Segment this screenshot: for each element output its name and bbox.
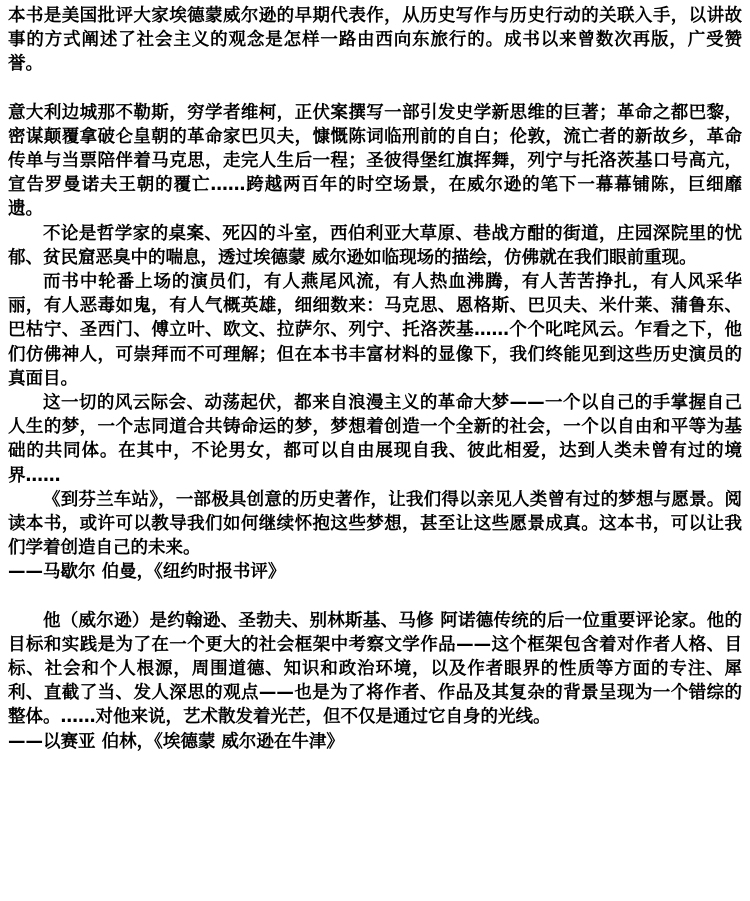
intro-paragraph: 本书是美国批评大家埃德蒙威尔逊的早期代表作，从历史写作与历史行动的关联入手，以讲故事的方式阐述了社会主义的观念是怎样一路由西向东旅行的。成书以来曾数次再版，广受赞誉。	[8, 6, 742, 75]
review1-paragraph-5: 《到芬兰车站》，一部极具创意的历史著作，让我们得以亲见人类曾有过的梦想与愿景。阅读本书，或许可以教导我们如何继续怀抱这些梦想，甚至让这些愿景成真。这本书，可以让我们学着创造自己的未来。	[8, 489, 742, 559]
review2-attribution: ——以赛亚 伯林，《埃德蒙 威尔逊在牛津》	[8, 731, 344, 752]
paragraph-gap	[8, 585, 742, 609]
review1-paragraph-1: 意大利边城那不勒斯，穷学者维柯，正伏案撰写一部引发史学新思维的巨著；革命之都巴黎，密谋颠覆拿破仑皇朝的革命家巴贝夫，慷慨陈词临刑前的自白；伦敦，流亡者的新故乡，革命传单与当票陪伴着马克思，走完人生后一程；圣彼得堡红旗挥舞，列宁与托洛茨基口号高亢，宣告罗曼诺夫王朝的覆亡……跨越两百年的时空场景，在威尔逊的笔下一幕幕铺陈，巨细靡遗。	[8, 102, 742, 220]
review1-attribution: ——马歇尔 伯曼，《纽约时报书评》	[8, 562, 286, 583]
review1-paragraph-4: 这一切的风云际会、动荡起伏，都来自浪漫主义的革命大梦——一个以自己的手掌握自己人生的梦，一个志同道合共铸命运的梦，梦想着创造一个全新的社会，一个以自由和平等为基础的共同体。在其中，不论男女，都可以自由展现自我、彼此相爱，达到人类未曾有过的境界……	[8, 393, 742, 486]
review1-paragraph-2: 不论是哲学家的桌案、死囚的斗室，西伯利亚大草原、巷战方酣的街道，庄园深院里的忧郁、贫民窟恶臭中的喘息，透过埃德蒙 威尔逊如临现场的描绘，仿佛就在我们眼前重现。	[8, 223, 742, 268]
review2-paragraph-1: 他（威尔逊）是约翰逊、圣勃夫、别林斯基、马修 阿诺德传统的后一位重要评论家。他的目标和实践是为了在一个更大的社会框架中考察文学作品——这个框架包含着对作者人格、目标、社会和个人根源，周围道德、知识和政治环境，以及作者眼界的性质等方面的专注、犀利、直截了当、发人深思的观点——也是为了将作者、作品及其复杂的背景呈现为一个错综的整体。……对他来说，艺术散发着光芒，但不仅是通过它自身的光线。	[8, 610, 742, 728]
paragraph-gap	[8, 77, 742, 101]
review1-paragraph-3: 而书中轮番上场的演员们，有人燕尾风流，有人热血沸腾，有人苦苦挣扎，有人风采华丽，有人恶毒如鬼，有人气概英雄，细细数来：马克思、恩格斯、巴贝夫、米什莱、蒲鲁东、巴枯宁、圣西门、傅立叶、欧文、拉萨尔、列宁、托洛茨基……个个叱咤风云。乍看之下，他们仿佛神人，可崇拜而不可理解；但在本书丰富材料的显像下，我们终能见到这些历史演员的真面目。	[8, 272, 742, 389]
